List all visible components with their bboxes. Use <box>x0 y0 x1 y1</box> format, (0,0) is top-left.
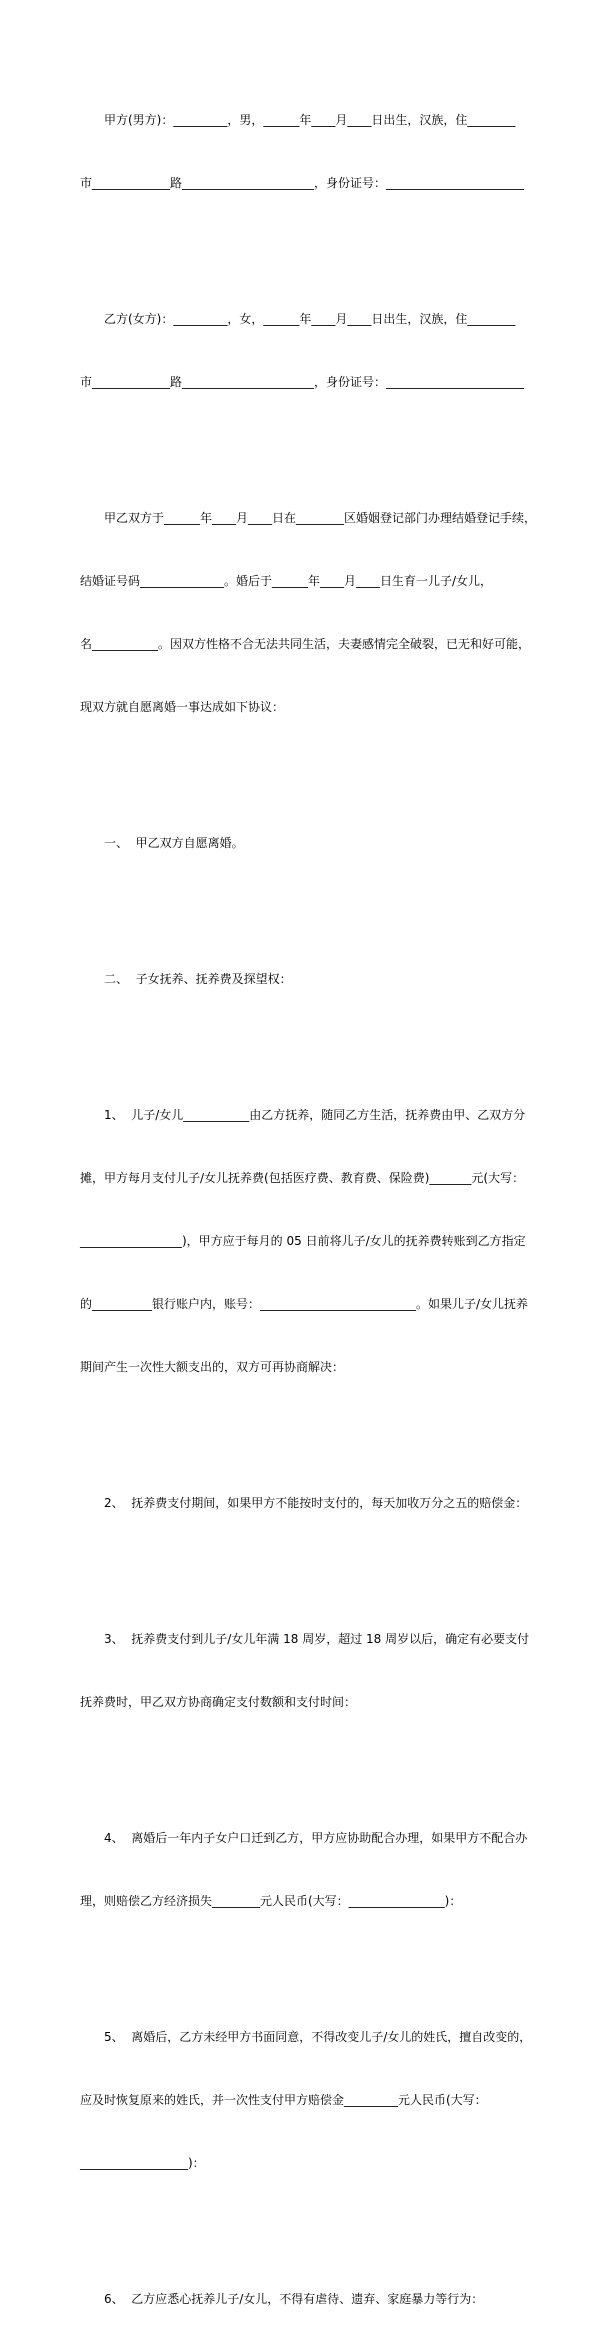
clause-1-paragraph <box>80 791 528 896</box>
intro-paragraph <box>80 466 537 760</box>
item-1-line-1: 1、 儿子/女儿___________由乙方抚养，随同乙方生活，抚养费由甲、乙双方分 <box>104 1108 526 1122</box>
item-5-paragraph <box>80 1985 532 2216</box>
clause-2-line-1: 二、 子女抚养、抚养费及探望权： <box>104 972 292 986</box>
item-2-paragraph <box>80 1451 528 1556</box>
item-4-line-2: 理，则赔偿乙方经济损失________元人民币(大写：________________)： <box>80 1894 462 1908</box>
item-2-line-1: 2、 抚养费支付期间，如果甲方不能按时支付的，每天加收万分之五的赔偿金： <box>104 1496 528 1510</box>
item-5-line-1: 5、 离婚后，乙方未经甲方书面同意，不得改变儿子/女儿的姓氏，擅自改变的， <box>104 2030 532 2044</box>
party-a-line-1: 甲方(男方)：_________，男，______年____月____日出生，汉族，住________ <box>104 113 516 127</box>
party-a-paragraph <box>80 68 528 236</box>
item-1-line-2: 摊，甲方每月支付儿子/女儿抚养费(包括医疗费、教育费、保险费)_______元(大写： <box>80 1171 525 1185</box>
party-b-line-2: 市_____________路______________________，身份证号：_______________________ <box>80 375 525 389</box>
item-6-paragraph <box>80 2247 528 2352</box>
party-a-line-2: 市_____________路______________________，身份证号：_______________________ <box>80 176 525 190</box>
item-3-line-1: 3、 抚养费支付到儿子/女儿年满 18 周岁，超过 18 周岁以后，确定有必要支付 <box>104 1632 530 1646</box>
intro-line-3: 名___________。因双方性格不合无法共同生活，夫妻感情完全破裂，已无和好可能， <box>80 637 531 651</box>
item-4-line-1: 4、 离婚后一年内子女户口迁到乙方，甲方应协助配合办理，如果甲方不配合办 <box>104 1831 528 1845</box>
intro-line-4: 现双方就自愿离婚一事达成如下协议： <box>80 700 285 714</box>
document-page <box>80 68 537 2352</box>
item-1-line-4: 的__________银行账户内，账号：__________________________。如果儿子/女儿抚养 <box>80 1297 529 1311</box>
item-3-line-2: 抚养费时，甲乙双方协商确定支付数额和支付时间： <box>80 1695 357 1709</box>
clause-2-paragraph <box>80 927 528 1032</box>
item-6-line-1: 6、 乙方应悉心抚养儿子/女儿，不得有虐待、遗弃、家庭暴力等行为： <box>104 2292 484 2306</box>
item-3-paragraph <box>80 1587 528 1755</box>
clause-1-line-1: 一、 甲乙双方自愿离婚。 <box>104 836 244 850</box>
intro-line-1: 甲乙双方于______年____月____日在________区婚姻登记部门办理结婚登记手续， <box>104 511 537 525</box>
item-1-paragraph <box>80 1063 528 1420</box>
item-1-line-5: 期间产生一次性大额支出的，双方可再协商解决： <box>80 1360 345 1374</box>
item-1-line-3: _________________)，甲方应于每月的 05 日前将儿子/女儿的抚养费转账到乙方指定 <box>80 1234 526 1248</box>
intro-line-2: 结婚证号码______________。婚后于______年____月____日生育一儿子/女儿， <box>80 574 493 588</box>
item-5-line-3: __________________)： <box>80 2156 205 2170</box>
party-b-paragraph <box>80 267 528 435</box>
item-4-paragraph <box>80 1786 528 1954</box>
item-5-line-2: 应及时恢复原来的姓氏，并一次性支付甲方赔偿金_________元人民币(大写： <box>80 2093 487 2107</box>
party-b-line-1: 乙方(女方)：_________，女，______年____月____日出生，汉族，住________ <box>104 312 516 326</box>
